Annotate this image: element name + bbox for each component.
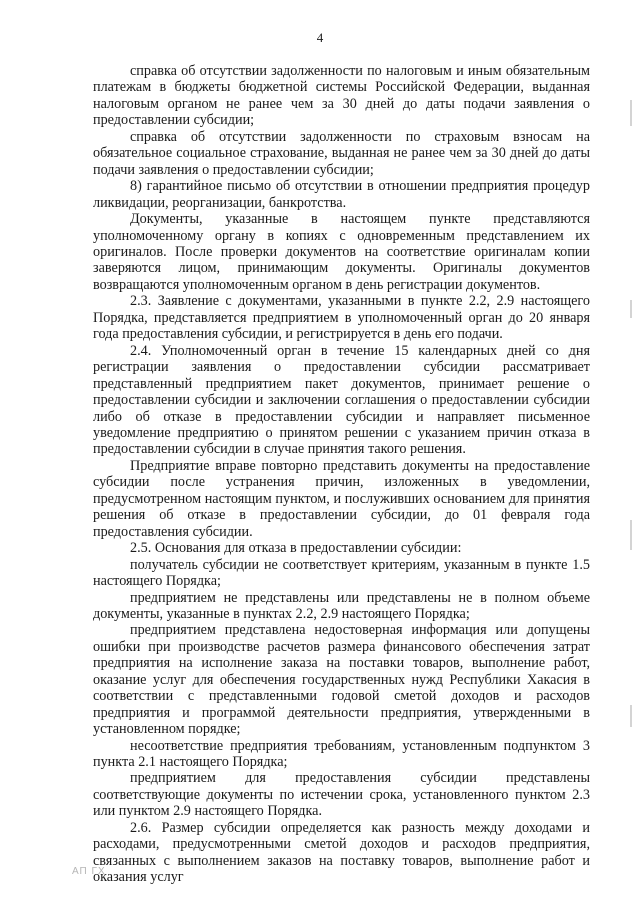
scan-edge-mark <box>630 100 632 126</box>
paragraph-insurance-certificate: справка об отсутствии задолженности по страховым взносам на обязательное социальное страхование, выданная не ранее чем за 30 дней до даты подачи заявления о предоставлении субсидии; <box>93 128 590 178</box>
paragraph-2-5-heading: 2.5. Основания для отказа в предоставлении субсидии: <box>130 540 462 557</box>
paragraph-tax-certificate: справка об отсутствии задолженности по налоговым и иным обязательным платежам в бюджеты бюджетной системы Российской Федерации, выданная налоговым органом не ранее чем за 30 дней до даты подачи заявления о предоставлении субсидии; <box>93 63 590 129</box>
scan-edge-mark <box>630 300 632 318</box>
paragraph-resubmission: Предприятие вправе повторно представить документы на предоставление субсидии после устранения причин, изложенных в уведомлении, предусмотренном настоящим пунктом, и послуживших основанием для принятия решения об отказе в предоставлении субсидии, до 01 февраля года предоставления субсидии. <box>93 457 590 540</box>
paragraph-2-3: 2.3. Заявление с документами, указанными в пункте 2.2, 2.9 настоящего Порядка, представляется предприятием в уполномоченный орган до 20 января года предоставления субсидии, и регистрируется в день его подачи. <box>93 293 590 343</box>
paragraph-refusal-false-info: предприятием представлена недостоверная информация или допущены ошибки при производстве расчетов размера финансового обеспечения затрат предприятия на исполнение заказа на поставки товаров, выполнение работ, оказание услуг для обеспечения государственных нужд Республики Хакасия в соответствии с представленными годовой сметой доходов и расходов предприятия и программой деятельности предприятия, утвержденными в установленном порядке; <box>93 622 590 738</box>
scan-edge-mark <box>630 520 632 550</box>
page-number: 4 <box>316 30 324 45</box>
paragraph-refusal-criteria: получатель субсидии не соответствует критериям, указанным в пункте 1.5 настоящего Порядка; <box>93 556 590 590</box>
paragraph-refusal-deadline: предприятием для предоставления субсидии представлены соответствующие документы по истечении срока, установленного пунктом 2.3 или пунктом 2.9 настоящего Порядка. <box>93 770 590 820</box>
paragraph-refusal-requirements: несоответствие предприятия требованиям, установленным подпунктом 3 пункта 2.1 настоящего Порядка; <box>93 737 590 771</box>
paragraph-guarantee-letter: 8) гарантийное письмо об отсутствии в отношении предприятия процедур ликвидации, реорганизации, банкротства. <box>93 178 590 211</box>
scan-edge-mark <box>630 705 632 727</box>
paragraph-2-6: 2.6. Размер субсидии определяется как разность между доходами и расходами, предусмотренными сметой доходов и расходов предприятия, связанных с выполнением заказов на поставку товаров, выполнение работ и оказания услуг <box>93 819 590 886</box>
paragraph-2-4: 2.4. Уполномоченный орган в течение 15 календарных дней со дня регистрации заявления о предоставлении субсидии рассматривает представленный предприятием пакет документов, принимает решение о предоставлении субсидии и заключении соглашения о предоставлении субсидии либо об отказе в предоставлении субсидии и направляет письменное уведомление предприятию о принятом решении с указанием причин отказа в предоставлении субсидии в случае принятия такого решения. <box>93 342 590 458</box>
paragraph-documents-copies: Документы, указанные в настоящем пункте представляются уполномоченному органу в копиях с одновременным представлением их оригиналов. После проверки документов на соответствие оригиналам копии заверяются лицом, принимающим документы. Оригиналы документов возвращаются уполномоченным органом в день регистрации документов. <box>93 211 590 293</box>
footer-mark: АП ГХ <box>72 866 106 877</box>
paragraph-refusal-documents: предприятием не представлены или представлены не в полном объеме документы, указанные в пунктах 2.2, 2.9 настоящего Порядка; <box>93 589 590 622</box>
document-body <box>93 63 590 886</box>
